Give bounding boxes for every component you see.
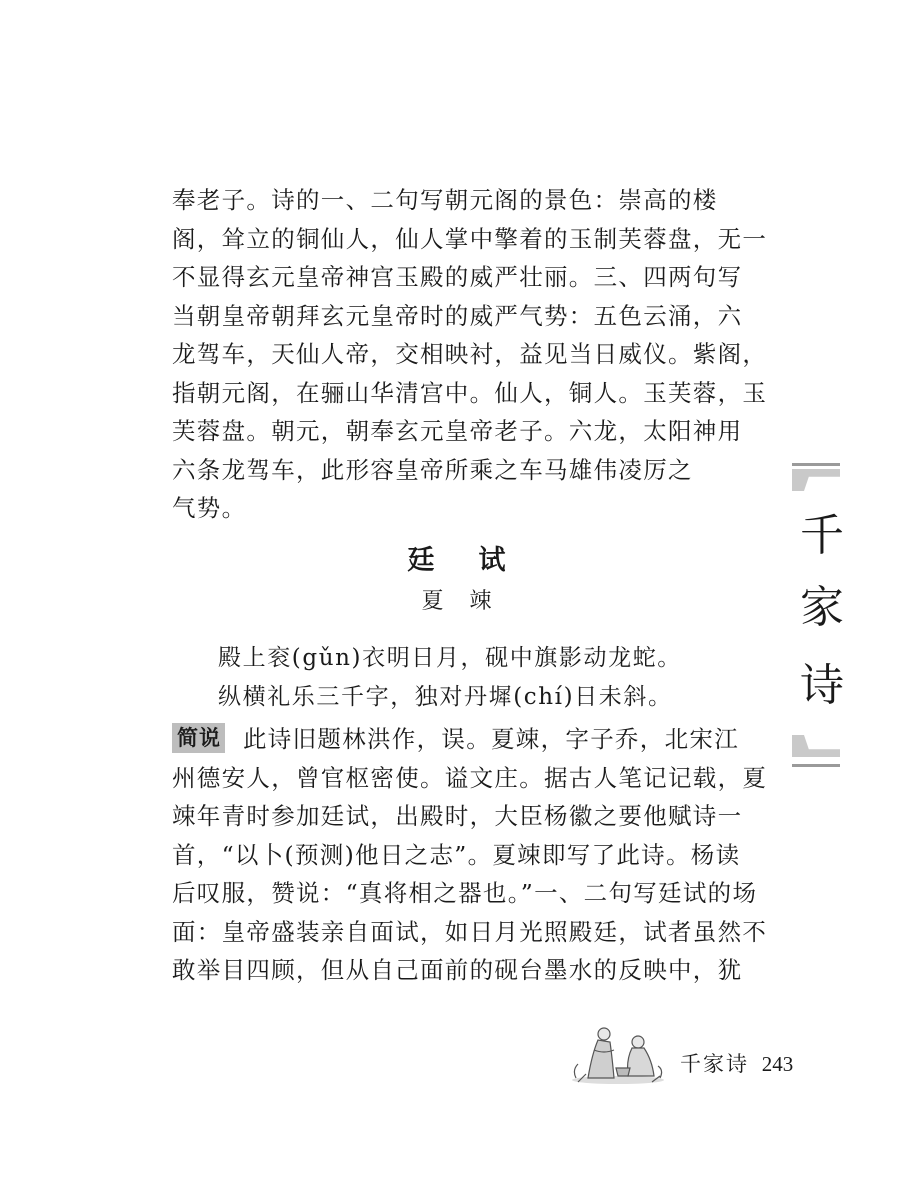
text-line: 六条龙驾车，此形容皇帝所乘之车马雄伟凌厉之 <box>172 455 693 484</box>
page-number: 243 <box>761 1052 794 1076</box>
text-line: 首，“以卜(预测)他日之志”。夏竦即写了此诗。杨读 <box>172 840 741 869</box>
text-line: 竦年青时参加廷试，出殿时，大臣杨徽之要他赋诗一 <box>172 802 743 830</box>
tab-char: 诗 <box>800 660 844 711</box>
commentary-paragraph <box>172 720 768 990</box>
text-line: 不显得玄元皇帝神宫玉殿的威严壮丽。三、四两句写 <box>172 263 743 291</box>
poem-title: 廷试 <box>407 545 550 576</box>
text-line: 指朝元阁，在骊山华清宫中。仙人，铜人。玉芙蓉，玉 <box>172 378 768 407</box>
text-line: 敢举目四顾，但从自己面前的砚台墨水的反映中，犹 <box>172 956 743 984</box>
text-line: 芙蓉盘。朝元，朝奉玄元皇帝老子。六龙，太阳神用 <box>172 417 743 445</box>
tab-char: 千 <box>800 510 844 561</box>
tab-top-rule <box>792 463 840 466</box>
section-side-tab <box>792 463 852 768</box>
bracket-close-icon <box>792 735 840 757</box>
footer-book-title: 千家诗 <box>680 1052 749 1076</box>
poem-line: 纵横礼乐三千字，独对丹墀(chí)日未斜。 <box>218 684 673 710</box>
poem-line: 殿上衮(gǔn)衣明日月，砚中旗影动龙蛇。 <box>218 645 682 671</box>
tab-char: 家 <box>800 582 844 633</box>
text-line: 州德安人，曾官枢密使。谥文庄。据古人笔记记载，夏 <box>172 763 768 792</box>
previous-commentary-paragraph <box>172 181 768 528</box>
commentary-label: 简说 <box>172 723 225 753</box>
commentary-first-line <box>172 720 744 759</box>
text-line: 此诗旧题林洪作，误。夏竦，字子乔，北宋江 <box>243 725 739 753</box>
text-line: 龙驾车，天仙人帝，交相映衬，益见当日威仪。紫阁， <box>172 340 768 368</box>
text-line: 面：皇帝盛装亲自面试，如日月光照殿廷，试者虽然不 <box>172 917 768 946</box>
page-footer <box>680 1048 793 1078</box>
scholars-illustration-icon <box>568 1020 668 1086</box>
text-line: 后叹服，赞说：“真将相之器也。”一、二句写廷试的场 <box>172 879 758 907</box>
text-line: 气势。 <box>172 494 247 522</box>
bracket-open-icon <box>792 469 840 491</box>
text-line: 当朝皇帝朝拜玄元皇帝时的威严气势：五色云涌，六 <box>172 301 743 330</box>
poem-author: 夏竦 <box>421 589 518 614</box>
text-line: 阁，耸立的铜仙人，仙人掌中擎着的玉制芙蓉盘，无一 <box>172 224 768 253</box>
tab-bottom-rule <box>792 764 840 767</box>
text-line: 奉老子。诗的一、二句写朝元阁的景色：崇高的楼 <box>172 186 718 214</box>
